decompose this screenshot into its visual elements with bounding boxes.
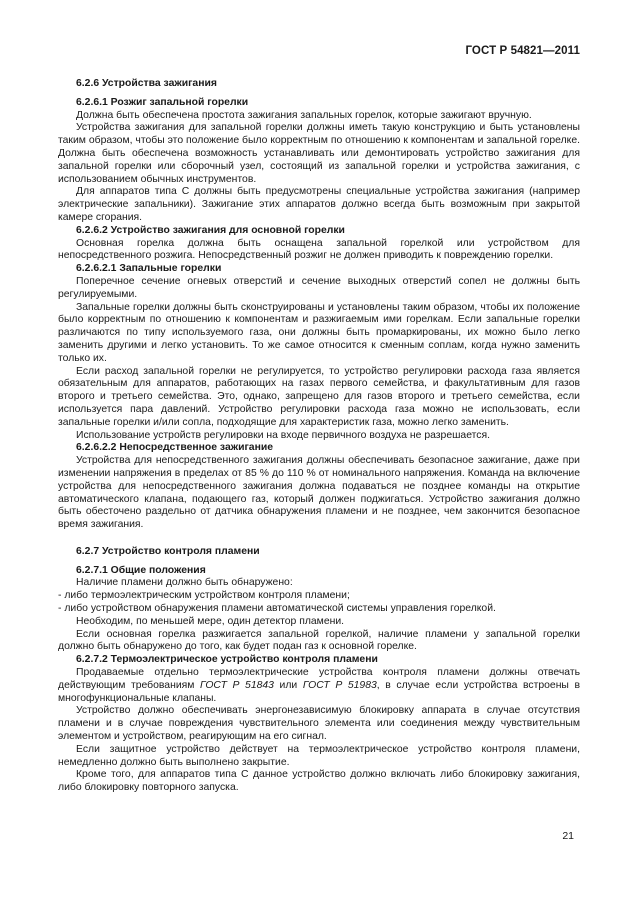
text-span: Продаваемые отдельно термоэлектрические устройства контроля пламени должны отвечать действующим требованиям	[58, 667, 580, 691]
paragraph: Для аппаратов типа С должны быть предусмотрены специальные устройства зажигания (например электрические запальники). Зажигание этих аппаратов должно всегда быть возможным при закрытой камере сгорания.	[58, 186, 580, 223]
standard-reference: ГОСТ Р 51843	[200, 679, 274, 691]
paragraph: Поперечное сечение огневых отверстий и сечение выходных отверстий сопел не должны быть регулируемыми.	[58, 275, 580, 300]
section-6-2-6-2-1-title: 6.2.6.2.1 Запальные горелки	[76, 263, 222, 275]
paragraph: Если расход запальной горелки не регулируется, то устройство регулировки расхода газа является обязательным для аппаратов, работающих на газах первого семейства, и факультативным для газов второго и третьего семейства. Это, однако, запрещено для газов второго и третьего семейства, если используется пара давлений. Устройство регулировки расхода газа можно не использовать, если запальные горелки и/или сопла, подходящие для характеристик газа, можно легко заменить.	[58, 365, 580, 428]
paragraph: Устройства зажигания для запальной горелки должны иметь такую конструкцию и быть установлены таким образом, чтобы это положение было корректным по отношению к компонентам и запальной горелке. Должна быть обеспечена возможность устанавливать или демонтировать устройство зажигания для запальной горелки или сборочный узел, состоящий из запальной горелки и устройства зажигания, с использованием обычных инструментов.	[58, 122, 580, 185]
paragraph: Устройства для непосредственного зажигания должны обеспечивать безопасное зажигание, даже при изменении напряжения в пределах от 85 % до 110 % от номинального напряжения. Команда на включение устройства для непосредственного зажигания должна подаваться не позднее команды на открытие автоматического клапана, подающего газ, который должен поджигаться. Устройство зажигания должно быть обесточено раздельно от датчика обнаружения пламени и не позднее, чем закончится безопасное время зажигания.	[58, 455, 580, 531]
section-6-2-6-2-2-title: 6.2.6.2.2 Непосредственное зажигание	[76, 442, 274, 454]
text-span: или	[273, 679, 303, 691]
section-6-2-6-1-title: 6.2.6.1 Розжиг запальной горелки	[76, 96, 249, 108]
paragraph: Если основная горелка разжигается запальной горелкой, наличие пламени у запальной горелки должно быть обнаружено до того, как будет подан газ к основной горелке.	[58, 628, 580, 653]
list-item: - либо термоэлектрическим устройством контроля пламени;	[58, 590, 350, 602]
paragraph: Устройство должно обеспечивать энергонезависимую блокировку аппарата в случае отсутствия пламени и в случае повреждения чувствительного элемента или соединения между чувствительным элементом и устройством, реагирующим на его сигнал.	[58, 705, 580, 743]
paragraph: Наличие пламени должно быть обнаружено:	[76, 577, 293, 589]
paragraph: Основная горелка должна быть оснащена запальной горелкой или устройством для непосредственного розжига. Непосредственный розжиг не должен приводить к повреждению горелки.	[58, 237, 580, 262]
document-body	[58, 78, 580, 795]
section-6-2-7-2-title: 6.2.7.2 Термоэлектрическое устройство контроля пламени	[76, 654, 378, 666]
page-number: 21	[562, 830, 574, 842]
paragraph: Необходим, по меньшей мере, один детектор пламени.	[76, 615, 345, 627]
paragraph: Использование устройств регулировки на входе первичного воздуха не разрешается.	[76, 429, 490, 441]
section-6-2-6-title: 6.2.6 Устройства зажигания	[76, 78, 217, 89]
list-item: - либо устройством обнаружения пламени автоматической системы управления горелкой.	[58, 603, 496, 615]
paragraph: Если защитное устройство действует на термоэлектрическое устройство контроля пламени, немедленно должно быть выполнено закрытие.	[58, 743, 580, 768]
section-6-2-7-1-title: 6.2.7.1 Общие положения	[76, 564, 206, 576]
section-6-2-7-title: 6.2.7 Устройство контроля пламени	[76, 545, 260, 557]
paragraph-with-references	[58, 667, 580, 705]
text-span: , в случае если устройства встроены в многофункциональные клапаны.	[58, 679, 581, 704]
standard-reference: ГОСТ Р 51983	[302, 679, 377, 691]
paragraph: Кроме того, для аппаратов типа С данное устройство должно включать либо блокировку зажигания, либо блокировку повторного запуска.	[58, 769, 580, 794]
standard-header: ГОСТ Р 54821—2011	[465, 45, 580, 57]
paragraph: Должна быть обеспечена простота зажигания запальных горелок, которые зажигают вручную.	[76, 109, 532, 121]
section-6-2-6-2-title: 6.2.6.2 Устройство зажигания для основной горелки	[76, 224, 345, 236]
paragraph: Запальные горелки должны быть сконструированы и установлены таким образом, чтобы их положение было корректным по отношению к компонентам и разжигаемым ими горелкам. Если запальные горелки различаются по типу используемого газа, они должны быть промаркированы, их можно было легко заменить другими и легко установить. То же самое относится к сменным соплам, когда нужно заменить только их.	[58, 301, 580, 364]
